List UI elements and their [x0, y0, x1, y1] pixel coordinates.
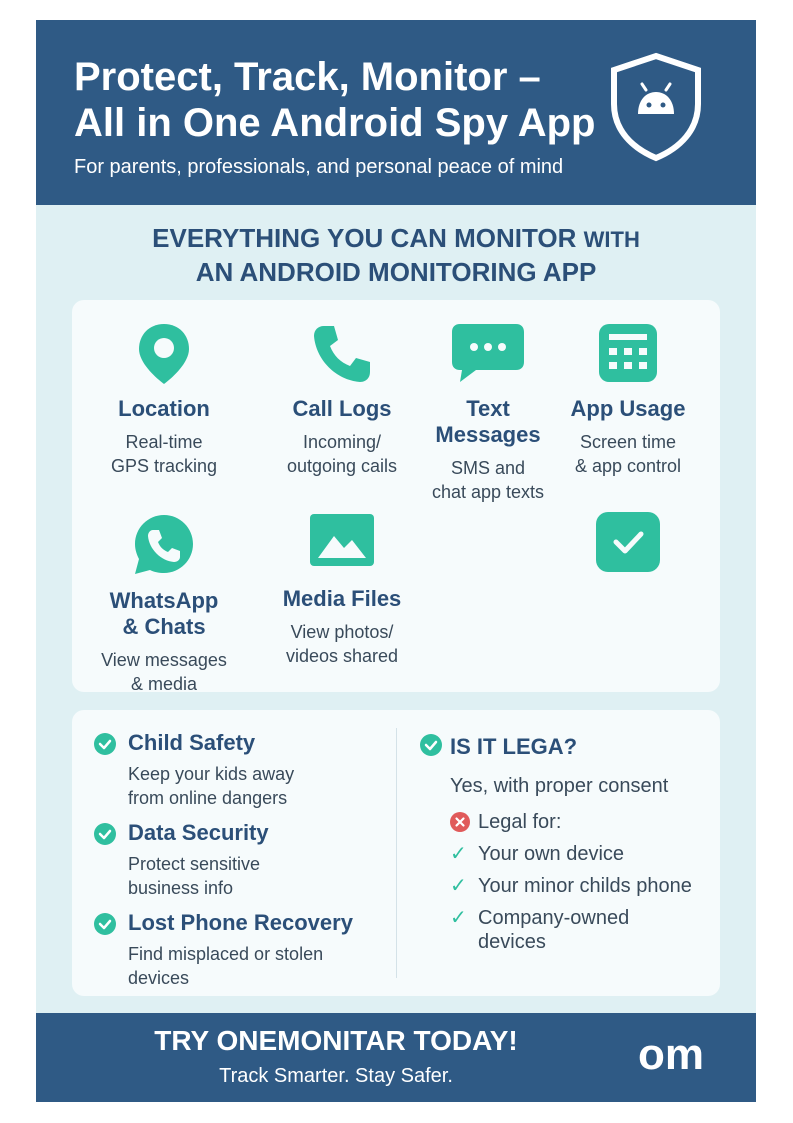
chat-bubble-icon	[450, 322, 526, 384]
error-x-icon	[450, 812, 470, 832]
legal-answer: Yes, with proper consent	[450, 775, 669, 797]
tagline: Track Smarter. Stay Safer.	[219, 1065, 453, 1087]
feature-title: Media Files	[282, 586, 402, 611]
benefit-desc: Find misplaced or stolen devices	[128, 944, 324, 988]
benefit-title: Data Security	[94, 820, 414, 846]
benefits-card	[72, 710, 720, 996]
shield-android-icon	[608, 52, 704, 162]
feature-desc: Incoming/ outgoing cails	[286, 432, 398, 476]
legal-heading: IS IT LEGA?	[420, 734, 577, 760]
check-icon: ✓	[450, 907, 467, 929]
section-title-part2: WITH	[583, 227, 640, 252]
whatsapp-icon	[131, 512, 197, 578]
page-title	[74, 54, 634, 146]
feature-checkbox	[548, 510, 708, 574]
features-card	[72, 300, 720, 692]
feature-title: Call Logs	[292, 396, 392, 421]
feature-title: App Usage	[570, 396, 686, 421]
benefit-desc: Keep your kids away from online dangers	[128, 764, 295, 808]
cta-heading[interactable]: TRY ONEMONITAR TODAY!	[154, 1025, 518, 1056]
location-pin-icon	[136, 322, 192, 386]
check-icon: ✓	[450, 843, 467, 865]
feature-title: Location	[118, 396, 210, 421]
feature-desc: Real-time GPS tracking	[110, 432, 218, 476]
feature-whatsapp	[84, 512, 244, 696]
check-circle-icon	[94, 733, 116, 755]
calendar-grid-icon	[597, 322, 659, 384]
poster	[36, 20, 756, 1102]
page-subtitle: For parents, professionals, and personal peace of mind	[74, 156, 564, 178]
feature-desc: View messages & media	[101, 650, 227, 694]
feature-desc: SMS and chat app texts	[431, 458, 545, 502]
image-icon	[308, 512, 376, 568]
footer-banner	[36, 1013, 756, 1102]
feature-text-messages	[408, 322, 568, 504]
feature-title: WhatsApp & Chats	[109, 588, 219, 639]
benefit-title: Lost Phone Recovery	[94, 910, 414, 936]
section-title	[36, 222, 756, 288]
title-line-2: All in One Android Spy App	[74, 101, 596, 145]
benefit-data-security	[94, 820, 414, 900]
checkbox-icon	[594, 510, 662, 574]
feature-call-logs	[262, 322, 422, 478]
svg-text:om: om	[638, 1031, 704, 1077]
feature-desc: Screen time & app control	[574, 432, 682, 476]
benefit-desc: Protect sensitive business info	[128, 854, 261, 898]
legal-item-minor-child: ✓ Your minor childs phone	[450, 875, 692, 897]
legal-for-label: Legal for:	[450, 810, 758, 834]
benefit-title: Child Safety	[94, 730, 414, 756]
phone-icon	[310, 322, 374, 386]
feature-title: Text Messages	[435, 396, 541, 447]
feature-location	[84, 322, 244, 478]
benefit-lost-phone-recovery	[94, 910, 414, 990]
om-logo	[626, 1031, 716, 1077]
legal-item-own-device: ✓ Your own device	[450, 843, 625, 865]
feature-media-files	[262, 512, 422, 668]
divider	[396, 728, 397, 978]
check-circle-icon	[94, 823, 116, 845]
feature-app-usage	[548, 322, 708, 478]
check-circle-icon	[420, 734, 442, 756]
section-title-part1: EVERYTHING YOU CAN MONITOR	[152, 223, 577, 253]
legal-item-company-owned: ✓ Company-owned devices	[450, 907, 630, 953]
check-circle-icon	[94, 913, 116, 935]
section-title-line2: AN ANDROID MONITORING APP	[195, 257, 597, 287]
feature-desc: View photos/ videos shared	[285, 622, 399, 666]
check-icon: ✓	[450, 875, 467, 897]
title-line-1: Protect, Track, Monitor –	[74, 55, 541, 99]
benefit-child-safety	[94, 730, 414, 810]
header-banner	[36, 20, 756, 205]
